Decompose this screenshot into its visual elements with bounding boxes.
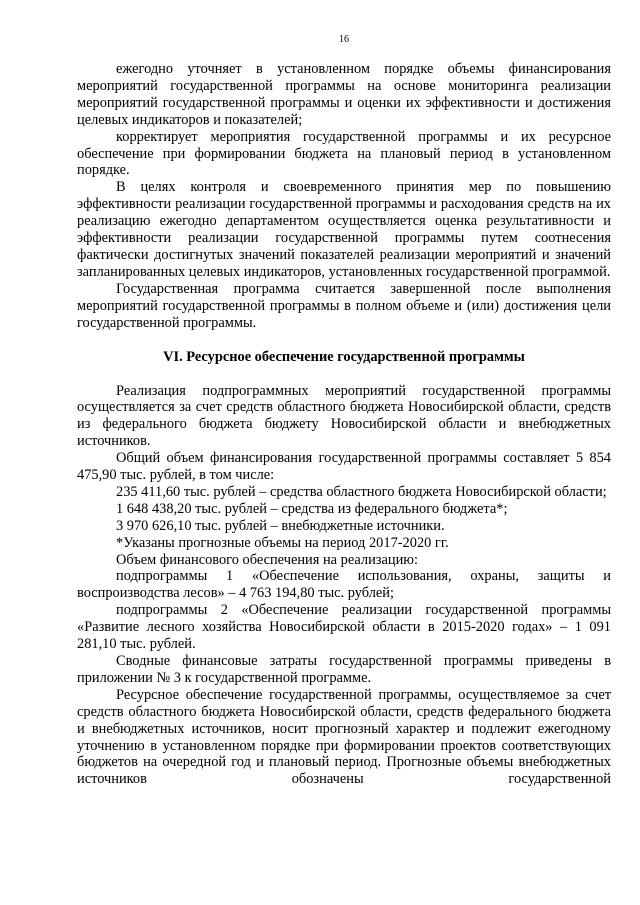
- paragraph: 3 970 626,10 тыс. рублей – внебюджетные источники.: [116, 517, 445, 534]
- paragraph: подпрограммы 2 «Обеспечение реализации государственной программы «Развитие лесного хозяйства Новосибирской области в 2015-2020 годах» – 1 091 281,10 тыс. рублей.: [77, 602, 611, 653]
- paragraphs-before: [77, 61, 611, 332]
- paragraph: Реализация подпрограммных мероприятий государственной программы осуществляется за счет средств областного бюджета Новосибирской области, средств из федерального бюджета бюджету Новосибирской области и внебюджетных источников.: [77, 382, 611, 450]
- paragraph: Общий объем финансирования государственной программы составляет 5 854 475,90 тыс. рублей, в том числе:: [77, 450, 611, 484]
- paragraph: корректирует мероприятия государственной программы и их ресурсное обеспечение при формировании бюджета на плановый период в установленном порядке.: [77, 128, 611, 179]
- paragraphs-after: [77, 383, 611, 789]
- paragraph: 1 648 438,20 тыс. рублей – средства из федерального бюджета*;: [116, 500, 508, 517]
- section-heading: VI. Ресурсное обеспечение государственной программы: [163, 348, 525, 365]
- paragraph: Сводные финансовые затраты государственной программы приведены в приложении № 3 к государственной программе.: [77, 653, 611, 686]
- paragraph: *Указаны прогнозные объемы на период 2017-2020 гг.: [116, 534, 449, 551]
- paragraph: Ресурсное обеспечение государственной программы, осуществляемое за счет средств областного бюджета Новосибирской области, средств федерального бюджета и внебюджетных источников, носит прогнозный характер и подлежит ежегодному уточнению в установленном порядке при формировании проектов соответствующих бюджетов на очередной год и плановый период. Прогнозные объемы внебюджетных источников обозначены государственной: [77, 686, 611, 788]
- document-page: [77, 33, 611, 788]
- paragraph: подпрограммы 1 «Обеспечение использования, охраны, защиты и воспроизводства лесов» – 4 763 194,80 тыс. рублей;: [77, 568, 611, 602]
- paragraph: 235 411,60 тыс. рублей – средства областного бюджета Новосибирской области;: [116, 483, 607, 500]
- paragraph: Государственная программа считается завершенной после выполнения мероприятий государственной программы в полном объеме и (или) достижения цели государственной программы.: [77, 280, 611, 331]
- paragraph: В целях контроля и своевременного принятия мер по повышению эффективности реализации государственной программы и расходования средств на их реализацию ежегодно департаментом осуществляется оценка результативности и эффективности реализации государственной программы путем соотнесения фактически достигнутых значений показателей реализации мероприятий и значений запланированных целевых индикаторов, установленных государственной программой.: [77, 179, 611, 280]
- paragraph: Объем финансового обеспечения на реализацию:: [116, 551, 419, 568]
- page-number: 16: [339, 34, 349, 45]
- paragraph: ежегодно уточняет в установленном порядке объемы финансирования мероприятий государственной программы на основе мониторинга реализации мероприятий государственной программы и оценки их эффективности и достижения целевых индикаторов и показателей;: [77, 61, 611, 128]
